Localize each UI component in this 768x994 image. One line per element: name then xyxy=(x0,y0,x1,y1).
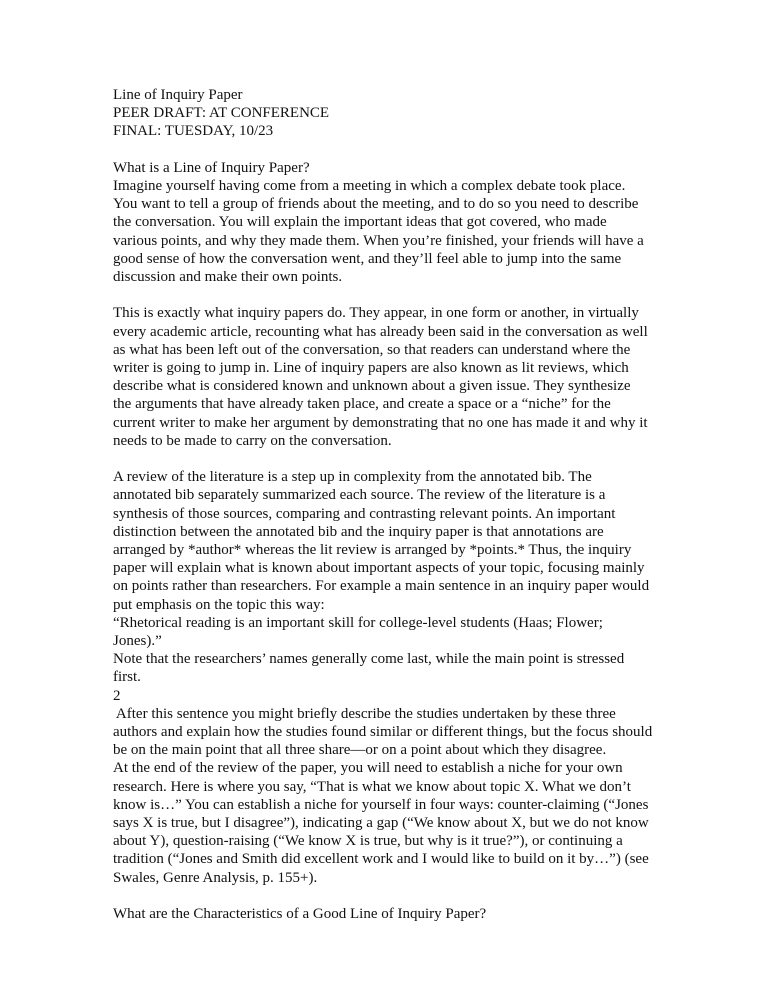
paragraph-inquiry-papers xyxy=(113,304,658,450)
example-quote-line: Jones).” xyxy=(113,633,162,650)
example-quote-line: “Rhetorical reading is an important skill for college-level students (Haas; Flower; xyxy=(113,614,603,631)
paragraph-line: You want to tell a group of friends about the meeting, and to do so you need to describe xyxy=(113,196,639,213)
paragraph-line: Note that the researchers’ names generally come last, while the main point is stressed xyxy=(113,651,625,668)
document-body xyxy=(113,86,658,923)
paragraph-literature-review xyxy=(113,468,658,887)
paragraph-line: This is exactly what inquiry papers do. They appear, in one form or another, in virtually xyxy=(113,305,639,322)
paragraph-line: the arguments that have already taken place, and create a space or a “niche” for the xyxy=(113,396,611,413)
paragraph-line: put emphasis on the topic this way: xyxy=(113,596,325,613)
paragraph-line: distinction between the annotated bib and the inquiry paper is that annotations are xyxy=(113,523,604,540)
paragraph-line: on points rather than researchers. For example a main sentence in an inquiry paper would xyxy=(113,578,650,595)
spacer xyxy=(113,887,658,905)
paragraph-line: says X is true, but I disagree”), indicating a gap (“We know about X, but we do not know xyxy=(113,815,649,832)
paragraph-line: know is…” You can establish a niche for yourself in four ways: counter-claiming (“Jones xyxy=(113,796,649,813)
paragraph-line: After this sentence you might briefly describe the studies undertaken by these three xyxy=(113,705,616,722)
paragraph-line: discussion and make their own points. xyxy=(113,269,343,286)
document-title: Line of Inquiry Paper xyxy=(113,87,243,103)
paragraph-line: good sense of how the conversation went, and they’ll feel able to jump into the same xyxy=(113,250,622,267)
paragraph-line: describe what is considered known and unknown about a given issue. They synthesize xyxy=(113,378,631,395)
paragraph-line: about Y), question-raising (“We know X is true, but why is it true?”), or continuing a xyxy=(113,833,623,850)
final-due-line: FINAL: TUESDAY, 10/23 xyxy=(113,123,274,140)
spacer xyxy=(113,286,658,304)
spacer xyxy=(113,450,658,468)
paragraph-line: writer is going to jump in. Line of inquiry papers are also known as lit reviews, which xyxy=(113,360,629,377)
paragraph-line: paper will explain what is known about important aspects of your topic, focusing mainly xyxy=(113,560,645,577)
paragraph-line: At the end of the review of the paper, you will need to establish a niche for your own xyxy=(113,760,623,777)
paragraph-line: arranged by *author* whereas the lit review is arranged by *points.* Thus, the inquiry xyxy=(113,542,632,559)
spacer xyxy=(113,141,658,159)
paragraph-line: authors and explain how the studies found similar or different things, but the focus should xyxy=(113,724,653,741)
paragraph-line: research. Here is where you say, “That is what we know about topic X. What we don’t xyxy=(113,778,631,795)
paragraph-line: tradition (“Jones and Smith did excellent work and I would like to build on it by…”) (see xyxy=(113,851,649,868)
section-heading-what-is: What is a Line of Inquiry Paper? xyxy=(113,159,310,176)
paragraph-line: Imagine yourself having come from a meeting in which a complex debate took place. xyxy=(113,178,626,194)
paragraph-line: needs to be made to carry on the conversation. xyxy=(113,432,392,449)
paragraph-line: synthesis of those sources, comparing and contrasting relevant points. An important xyxy=(113,505,616,522)
paragraph-line: A review of the literature is a step up in complexity from the annotated bib. The xyxy=(113,469,592,486)
paragraph-line: be on the main point that all three share—or on a point about which they disagree. xyxy=(113,742,607,759)
paragraph-line: various points, and why they made them. When you’re finished, your friends will have a xyxy=(113,232,644,249)
paragraph-line: current writer to make her argument by demonstrating that no one has made it and why it xyxy=(113,414,648,431)
paragraph-line: as what has been left out of the conversation, so that readers can understand where the xyxy=(113,341,631,358)
paragraph-line: Swales, Genre Analysis, p. 155+). xyxy=(113,869,318,886)
peer-draft-line: PEER DRAFT: AT CONFERENCE xyxy=(113,105,330,122)
paragraph-line: the conversation. You will explain the important ideas that got covered, who made xyxy=(113,214,607,231)
section-heading-characteristics: What are the Characteristics of a Good Line of Inquiry Paper? xyxy=(113,906,487,923)
paragraph-line: first. xyxy=(113,669,141,686)
paragraph-line: annotated bib separately summarized each source. The review of the literature is a xyxy=(113,487,606,504)
paragraph-line: every academic article, recounting what has already been said in the conversation as well xyxy=(113,323,648,340)
page-number: 2 xyxy=(113,687,121,704)
paragraph-intro xyxy=(113,177,658,286)
